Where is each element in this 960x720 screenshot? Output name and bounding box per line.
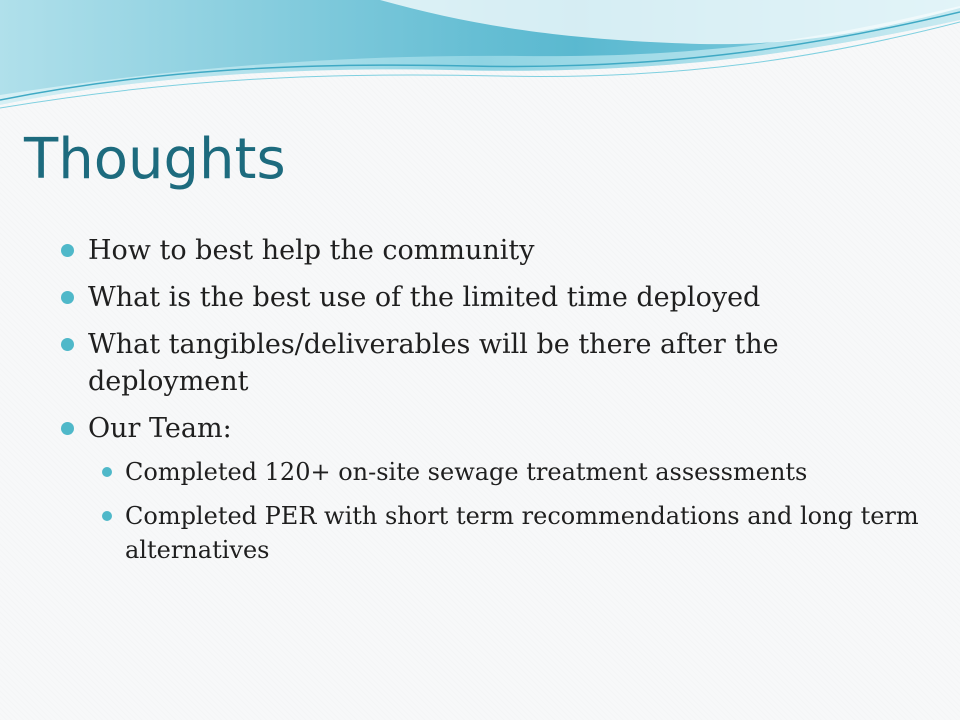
bullet-item <box>60 232 920 269</box>
bullet-dot-icon <box>61 244 74 257</box>
bullet-text: What is the best use of the limited time deployed <box>88 282 761 313</box>
slide-title: Thoughts <box>24 127 286 192</box>
bullet-dot-icon <box>61 422 74 435</box>
bullet-dot-icon <box>61 291 74 304</box>
sub-bullet-list <box>98 455 920 567</box>
header-wave-decoration <box>0 0 960 120</box>
sub-bullet-dot-icon <box>102 467 112 477</box>
sub-bullet-item <box>98 455 920 489</box>
bullet-text: Our Team: <box>88 413 232 444</box>
bullet-list <box>60 232 920 577</box>
bullet-text: What tangibles/deliverables will be there after the deployment <box>88 329 779 397</box>
bullet-dot-icon <box>61 338 74 351</box>
sub-bullet-text: Completed PER with short term recommendations and long term alternatives <box>125 502 919 564</box>
sub-bullet-text: Completed 120+ on-site sewage treatment assessments <box>125 458 808 486</box>
sub-bullet-dot-icon <box>102 511 112 521</box>
bullet-item <box>60 410 920 567</box>
bullet-text: How to best help the community <box>88 235 535 266</box>
bullet-item <box>60 326 920 400</box>
sub-bullet-item <box>98 499 920 567</box>
bullet-item <box>60 279 920 316</box>
